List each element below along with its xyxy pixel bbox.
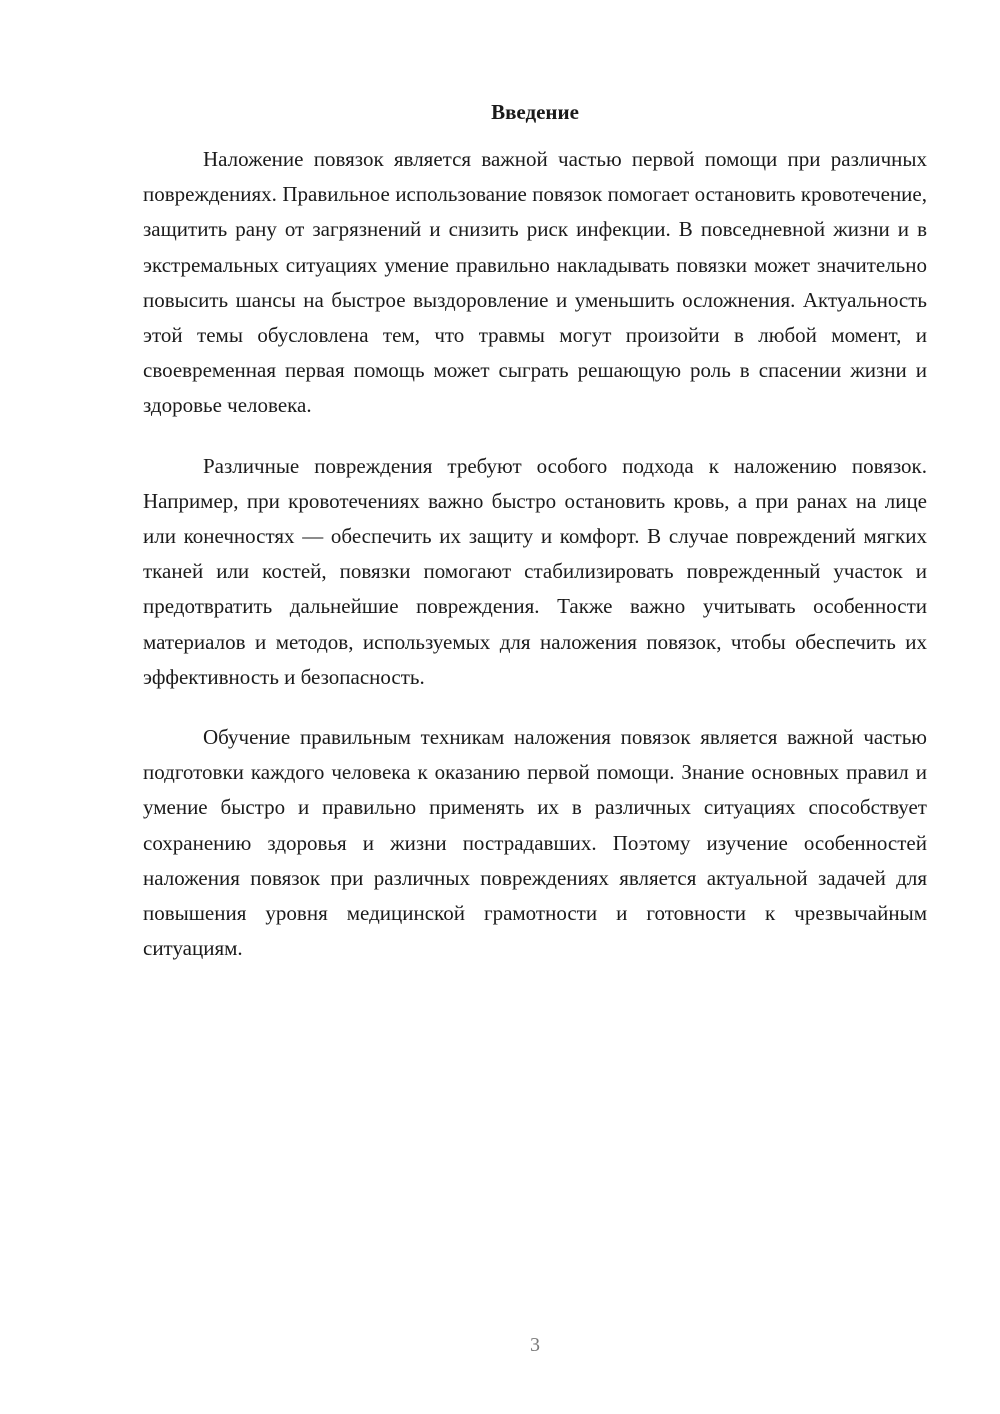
- page-number: 3: [530, 1334, 540, 1356]
- body-text: [143, 142, 927, 991]
- paragraph: Обучение правильным техникам наложения повязок является важной частью подготовки каждого человека к оказанию первой помощи. Знание основных правил и умение быстро и правильно применять их в различных ситуациях способствует сохранению здоровья и жизни пострадавших. Поэтому изучение особенностей наложения повязок при различных повреждениях является актуальной задачей для повышения уровня медицинской грамотности и готовности к чрезвычайным ситуациям.: [143, 725, 927, 961]
- paragraph: Различные повреждения требуют особого подхода к наложению повязок. Например, при кровотечениях важно быстро остановить кровь, а при ранах на лице или конечностях — обеспечить их защиту и комфорт. В случае повреждений мягких тканей или костей, повязки помогают стабилизировать поврежденный участок и предотвратить дальнейшие повреждения. Также важно учитывать особенности материалов и методов, используемых для наложения повязок, чтобы обеспечить их эффективность и безопасность.: [143, 453, 927, 689]
- section-heading: Введение: [491, 100, 579, 124]
- paragraph: Наложение повязок является важной частью первой помощи при различных повреждениях. Правильное использование повязок помогает остановить кровотечение, защитить рану от загрязнений и снизить риск инфекции. В повседневной жизни и в экстремальных ситуациях умение правильно накладывать повязки может значительно повысить шансы на быстрое выздоровление и уменьшить осложнения. Актуальность этой темы обусловлена тем, что травмы могут произойти в любой момент, и своевременная первая помощь может сыграть решающую роль в спасении жизни и здоровье человека.: [143, 147, 927, 418]
